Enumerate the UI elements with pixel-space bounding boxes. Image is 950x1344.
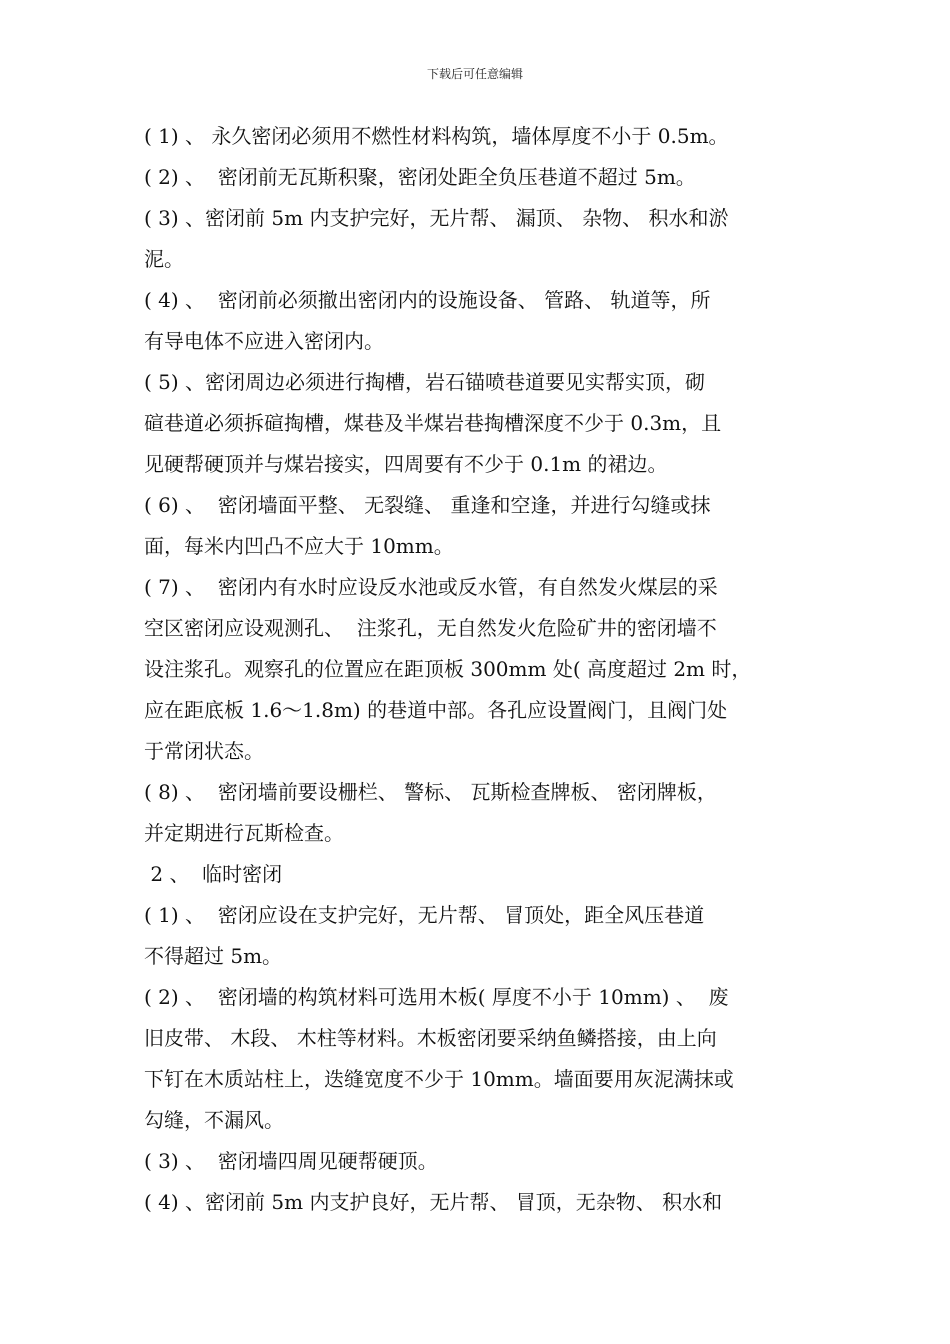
page-header: 下载后可任意编辑: [426, 67, 523, 81]
text-line: 见硬帮硬顶并与煤岩接实，四周要有不少于 0.1m 的裙边。: [144, 452, 668, 476]
text-line: ( 7) 、 密闭内有水时应设反水池或反水管，有自然发火煤层的采: [144, 575, 718, 599]
text-line: 碹巷道必须拆碹掏槽，煤巷及半煤岩巷掏槽深度不少于 0.3m，且: [144, 411, 722, 435]
text-line: ( 2) 、 密闭墙的构筑材料可选用木板( 厚度不小于 10mm) 、 废: [144, 985, 729, 1009]
text-line: ( 6) 、 密闭墙面平整、 无裂缝、 重逢和空逢，并进行勾缝或抹: [144, 493, 711, 517]
text-line: ( 3) 、 密闭墙四周见硬帮硬顶。: [144, 1149, 438, 1173]
text-line: ( 1) 、 永久密闭必须用不燃性材料构筑，墙体厚度不小于 0.5m。: [144, 124, 729, 148]
text-line: 不得超过 5m。: [144, 944, 283, 968]
text-line: ( 5) 、密闭周边必须进行掏槽，岩石锚喷巷道要见实帮实顶，砌: [144, 370, 706, 394]
text-line: ( 8) 、 密闭墙前要设栅栏、 警标、 瓦斯检查牌板、 密闭牌板，: [144, 780, 717, 804]
section-heading: 2 、 临时密闭: [144, 862, 283, 886]
text-line: 泥。: [144, 247, 184, 271]
text-line: 勾缝，不漏风。: [144, 1108, 284, 1132]
text-line: ( 4) 、密闭前 5m 内支护良好，无片帮、 冒顶，无杂物、 积水和: [144, 1190, 723, 1214]
text-line: 有导电体不应进入密闭内。: [144, 329, 384, 353]
text-line: 空区密闭应设观测孔、 注浆孔，无自然发火危险矿井的密闭墙不: [144, 616, 717, 640]
text-line: 于常闭状态。: [144, 739, 264, 763]
text-line: 并定期进行瓦斯检查。: [144, 821, 344, 845]
text-line: ( 2) 、 密闭前无瓦斯积聚，密闭处距全负压巷道不超过 5m。: [144, 165, 696, 189]
document-body: [144, 116, 808, 1223]
text-line: ( 4) 、 密闭前必须撤出密闭内的设施设备、 管路、 轨道等，所: [144, 288, 711, 312]
text-line: 应在距底板 1.6～1.8m) 的巷道中部。各孔应设置阀门，且阀门处: [144, 698, 728, 722]
text-line: 面，每米内凹凸不应大于 10mm。: [144, 534, 454, 558]
text-line: 设注浆孔。观察孔的位置应在距顶板 300mm 处( 高度超过 2m 时，: [144, 657, 752, 681]
text-line: 旧皮带、 木段、 木柱等材料。木板密闭要采纳鱼鳞搭接，由上向: [144, 1026, 717, 1050]
text-line: 下钉在木质站柱上，迭缝宽度不少于 10mm。墙面要用灰泥满抹或: [144, 1067, 734, 1091]
text-line: ( 1) 、 密闭应设在支护完好，无片帮、 冒顶处，距全风压巷道: [144, 903, 705, 927]
text-line: ( 3) 、密闭前 5m 内支护完好，无片帮、 漏顶、 杂物、 积水和淤: [144, 206, 729, 230]
